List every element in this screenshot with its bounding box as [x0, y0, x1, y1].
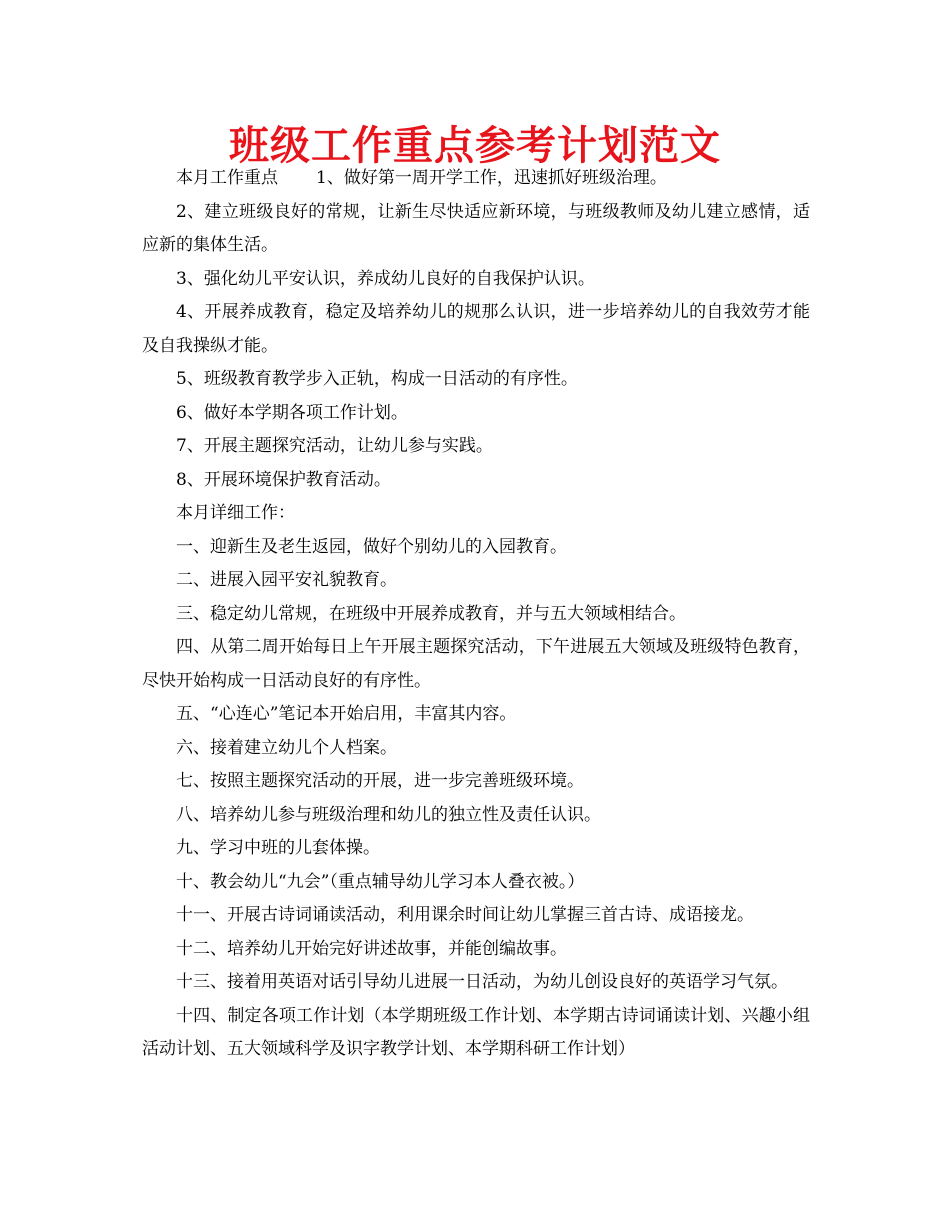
focus-item: 8、开展环境保护教育活动。: [176, 469, 391, 490]
focus-item: 2、建立班级良好的常规，让新生尽快适应新环境，与班级教师及幼儿建立感情，适应新的集体生活。: [142, 201, 810, 255]
detail-item: 九、学习中班的儿套体操。: [176, 838, 380, 858]
detail-item: 三、稳定幼儿常规，在班级中开展养成教育，并与五大领域相结合。: [176, 603, 686, 624]
detail-item: 一、迎新生及老生返园，做好个别幼儿的入园教育。: [176, 536, 567, 557]
detail-item: 十三、接着用英语对话引导幼儿进展一日活动，为幼儿创设良好的英语学习气氛。: [176, 972, 788, 992]
focus-item: 5、班级教育教学步入正轨，构成一日活动的有序性。: [176, 369, 578, 389]
detail-item: 二、进展入园平安礼貌教育。: [176, 570, 397, 590]
intro-label: 本月工作重点: [176, 168, 278, 188]
focus-item: 4、开展养成教育，稳定及培养幼儿的规那么认识，进一步培养幼儿的自我效劳才能及自我操纵才能。: [142, 302, 810, 356]
detail-item: 五、“心连心”笔记本开始启用，丰富其内容。: [176, 704, 517, 724]
detail-heading: 本月详细工作：: [176, 503, 295, 523]
detail-item: 十、教会幼儿“九会”（重点辅导幼儿学习本人叠衣被。）: [176, 871, 585, 892]
detail-item: 七、按照主题探究活动的开展，进一步完善班级环境。: [176, 771, 584, 791]
detail-item: 十一、开展古诗词诵读活动，利用课余时间让幼儿掌握三首古诗、成语接龙。: [176, 905, 754, 925]
detail-item: 十二、培养幼儿开始完好讲述故事，并能创编故事。: [176, 938, 567, 959]
focus-item: 3、强化幼儿平安认识，养成幼儿良好的自我保护认识。: [176, 268, 595, 289]
focus-item: 7、开展主题探究活动，让幼儿参与实践。: [176, 436, 493, 456]
focus-item: 6、做好本学期各项工作计划。: [176, 402, 408, 423]
intro-first-item: 1、做好第一周开学工作，迅速抓好班级治理。: [316, 168, 667, 188]
document-title: 班级工作重点参考计划范文: [229, 123, 721, 169]
document-body: [142, 162, 810, 1067]
intro-paragraph: [142, 162, 810, 196]
detail-item: 四、从第二周开始每日上午开展主题探究活动，下午进展五大领域及班级特色教育，尽快开始构成一日活动良好的有序性。: [142, 637, 810, 691]
detail-item: 六、接着建立幼儿个人档案。: [176, 737, 397, 758]
detail-item: 十四、制定各项工作计划（本学期班级工作计划、本学期古诗词诵读计划、兴趣小组活动计划、五大领域科学及识字教学计划、本学期科研工作计划）: [142, 1005, 810, 1059]
detail-item: 八、培养幼儿参与班级治理和幼儿的独立性及责任认识。: [176, 804, 601, 825]
